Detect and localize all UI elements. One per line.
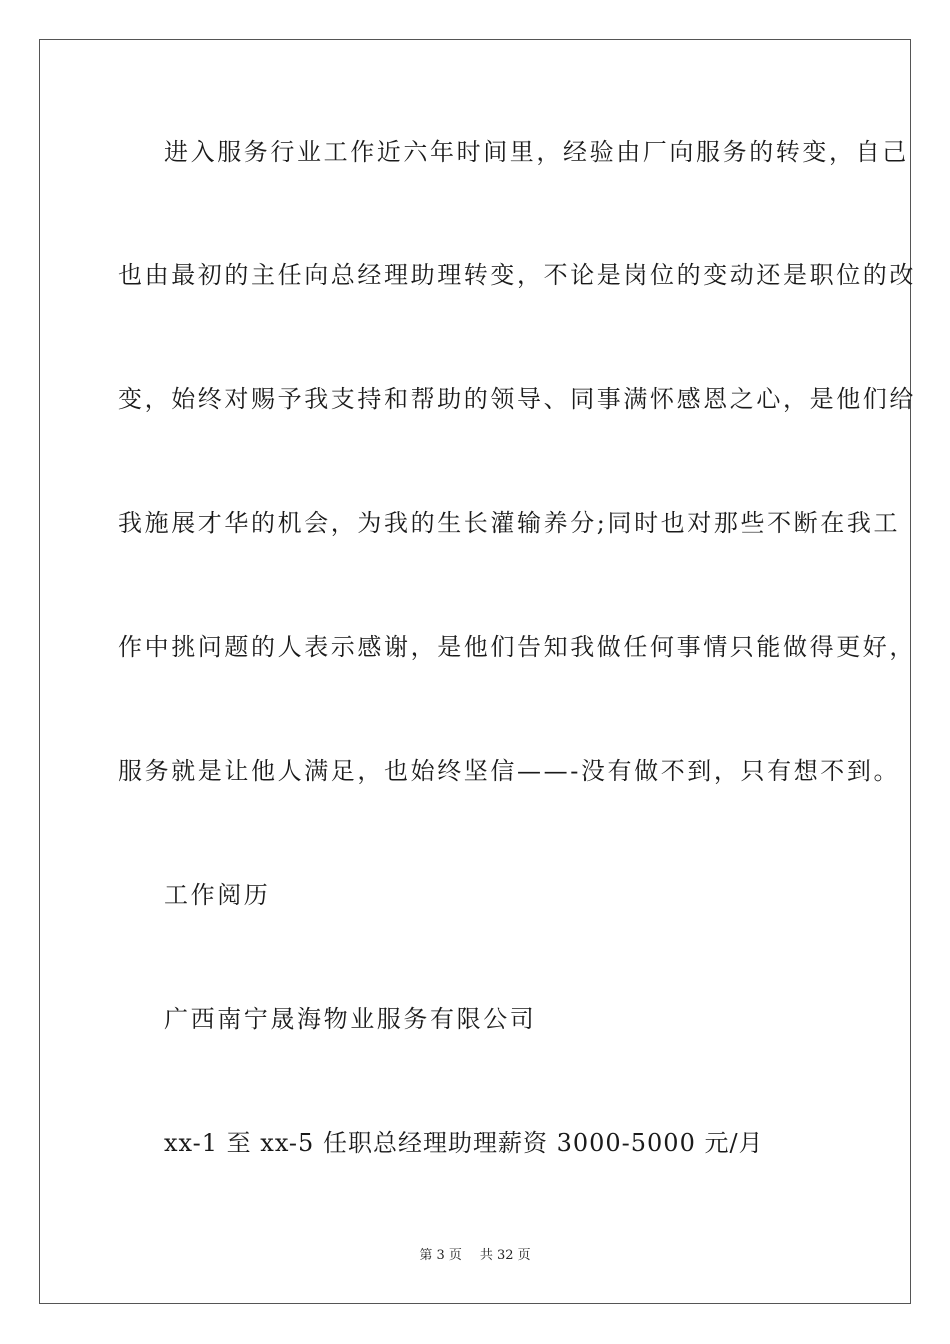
company-name: 广西南宁晟海物业服务有限公司 (164, 1005, 537, 1033)
paragraph-line: 服务就是让他人满足，也始终坚信——-没有做不到，只有想不到。 (118, 757, 901, 785)
paragraph-line: 进入服务行业工作近六年时间里，经验由厂向服务的转变，自己 (164, 138, 909, 166)
paragraph-line: 也由最初的主任向总经理助理转变，不论是岗位的变动还是职位的改 (118, 261, 916, 289)
paragraph-line: 我施展才华的机会，为我的生长灌输养分;同时也对那些不断在我工 (118, 509, 901, 537)
paragraph-line: 作中挑问题的人表示感谢，是他们告知我做任何事情只能做得更好， (118, 633, 916, 661)
section-heading: 工作阅历 (164, 881, 271, 909)
paragraph-line: 变，始终对赐予我支持和帮助的领导、同事满怀感恩之心，是他们给 (118, 385, 916, 413)
page-footer (0, 1247, 950, 1265)
position-line: xx-1 至 xx-5 任职总经理助理薪资 3000-5000 元/月 (164, 1129, 764, 1157)
page-border (39, 39, 916, 1304)
page-total: 共 32 页 (479, 1248, 531, 1263)
page-number: 第 3 页 (419, 1248, 462, 1263)
